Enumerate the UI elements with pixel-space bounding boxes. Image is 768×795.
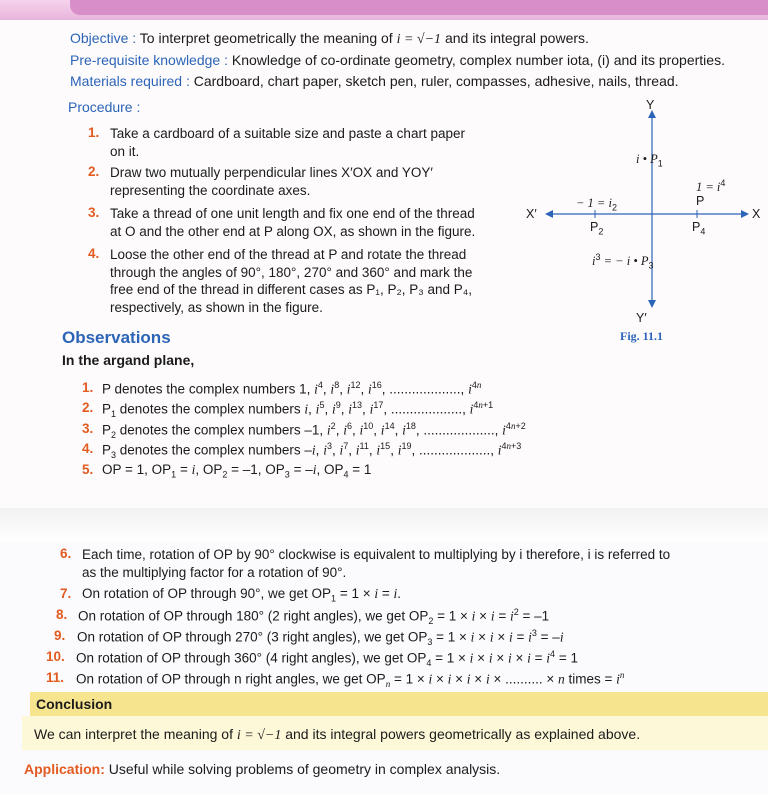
- p-top-text: 1 = i: [696, 180, 721, 195]
- label-x-prime: X′: [526, 207, 537, 221]
- step-text: [110, 205, 475, 240]
- step-line: free end of the thread in different cases as P₁, P₂, P₃ and P₄,: [110, 282, 473, 297]
- x-arrow-icon: [741, 210, 749, 218]
- objective-label: Objective :: [70, 30, 137, 46]
- label-y: Y: [646, 98, 655, 112]
- obs-line: Each time, rotation of OP by 90° clockwise is equivalent to multiplying by i therefore, i is referred to: [82, 547, 671, 562]
- obs-item: On rotation of OP through 180° (2 right angles), we get $OP_2 = 1 \times i \times i = i^2 = -1$: [78, 607, 550, 627]
- objective-line: [70, 30, 589, 48]
- p2-text: P: [590, 220, 599, 234]
- obs-number: 3.: [82, 421, 94, 436]
- obs-item: [82, 546, 670, 581]
- procedure-heading: Procedure :: [68, 99, 141, 115]
- p-top-sup: 4: [720, 178, 726, 188]
- obs-number: 6.: [60, 546, 72, 561]
- label-p3: [592, 252, 654, 271]
- label-p4: [692, 220, 705, 237]
- obs-item: $P_3$ denotes the complex numbers –i, $i^3$, $i^7$, $i^{11}$, $i^{15}$, $i^{19}$, ..................., $i^{4n+3}$: [102, 441, 522, 461]
- p3-sub: 3: [648, 260, 654, 271]
- label-p2-top: [576, 196, 617, 213]
- p2-top-sub: 2: [611, 202, 617, 213]
- step-line: Take a thread of one unit length and fix one end of the thread: [110, 206, 475, 221]
- x-prime-arrow-icon: [545, 210, 553, 218]
- conclusion-heading: Conclusion: [36, 696, 113, 712]
- p1-text: i • P: [636, 152, 658, 166]
- step-line: respectively, as shown in the figure.: [110, 299, 323, 315]
- obs-item: $P_1$ denotes the complex numbers i, $i^5$, $i^9$, $i^{13}$, $i^{17}$, ..................., $i^{4n+1}$: [102, 400, 494, 420]
- obs-number: 1.: [82, 380, 94, 395]
- label-p2: [590, 220, 603, 237]
- obs-line: as the multiplying factor for a rotation of 90°.: [82, 564, 347, 580]
- label-p1: [636, 152, 663, 169]
- objective-text-end: and its integral powers.: [444, 30, 589, 46]
- label-x: X: [752, 207, 761, 221]
- objective-text: To interpret geometrically the meaning of: [139, 30, 393, 46]
- application-line: [24, 761, 500, 777]
- obs-item: P denotes the complex numbers 1, $i^4$, $i^8$, $i^{12}$, $i^{16}$, ..................., $i^{4n}$: [102, 380, 482, 397]
- figure-caption: Fig. 11.1: [620, 329, 664, 343]
- conclusion-bar: [30, 692, 768, 716]
- step-line: representing the coordinate axes.: [110, 182, 311, 198]
- argand-subheading: In the argand plane,: [62, 352, 195, 368]
- obs-item: OP = 1, $OP_1 = i$, $OP_2 = -1$, $OP_3 = -i$, $OP_4 = 1$: [102, 462, 372, 480]
- application-text: Useful while solving problems of geometry in complex analysis.: [108, 761, 501, 777]
- conclusion-text: [34, 726, 640, 744]
- prereq-label: Pre-requisite knowledge :: [70, 52, 228, 68]
- argand-diagram: [525, 100, 768, 340]
- obs-item: On rotation of OP through 360° (4 right angles), we get $OP_4 = 1 \times i \times i \times i \times i = i^4 = 1$: [76, 649, 578, 669]
- obs-number: 11.: [46, 670, 65, 685]
- p3-text: i: [592, 254, 596, 269]
- obs-item: On rotation of OP through 90°, we get $OP_1 = 1 \times i = i$.: [82, 586, 402, 604]
- step-line: Loose the other end of the thread at P and rotate the thread: [110, 247, 467, 262]
- obs-number: 4.: [82, 441, 94, 456]
- conclusion-text-a: We can interpret the meaning of: [34, 726, 233, 742]
- application-label: Application:: [24, 761, 105, 777]
- page-gap: [0, 508, 768, 542]
- prereq-line: [70, 52, 725, 68]
- obs-number: 2.: [82, 400, 94, 415]
- p4-text: P: [692, 220, 701, 234]
- obs-number: 9.: [54, 628, 66, 643]
- step-line: on it.: [110, 143, 140, 159]
- obs-number: 10.: [46, 649, 65, 664]
- obs-number: 8.: [56, 607, 68, 622]
- conclusion-formula: i = √−1: [236, 728, 282, 743]
- step-number: 1.: [88, 125, 100, 140]
- step-line: Draw two mutually perpendicular lines X′OX and YOY′: [110, 165, 433, 180]
- p2-sub: 2: [598, 226, 604, 237]
- top-color-band: [0, 0, 768, 20]
- step-number: 2.: [88, 164, 100, 179]
- p3-sup: 3: [595, 252, 601, 262]
- obs-item: On rotation of OP through n right angles, we get $OP_n = 1 \times i \times i \times i \times i$ × .......... × n times = $i^n$: [76, 670, 625, 690]
- obs-item: $P_2$ denotes the complex numbers –1, $i^2$, $i^6$, $i^{10}$, $i^{14}$, $i^{18}$, ..................., $i^{4n+2}$: [102, 421, 526, 441]
- label-p-top: [696, 178, 725, 195]
- step-number: 4.: [88, 246, 100, 261]
- p1-sub: 1: [657, 158, 663, 169]
- obs-number: 7.: [60, 586, 72, 601]
- obs-item: On rotation of OP through 270° (3 right angles), we get $OP_3 = 1 \times i \times i \times i = i^3 = -i$: [77, 628, 564, 648]
- conclusion-text-b: and its integral powers geometrically as explained above.: [285, 726, 641, 742]
- p3-mid: = − i • P: [600, 254, 649, 269]
- obs-number: 5.: [82, 462, 94, 477]
- p4-sub: 4: [700, 226, 706, 237]
- prereq-text: Knowledge of co-ordinate geometry, complex number iota, (i) and its properties.: [231, 52, 725, 68]
- step-text: [110, 246, 472, 316]
- materials-label: Materials required :: [70, 73, 190, 89]
- label-y-prime: Y′: [636, 311, 647, 325]
- step-number: 3.: [88, 205, 100, 220]
- p2-top-text: − 1 = i: [576, 196, 612, 210]
- observations-heading: Observations: [62, 328, 171, 347]
- step-text: [110, 125, 465, 160]
- y-prime-arrow-icon: [648, 300, 656, 308]
- step-text: [110, 164, 433, 199]
- step-line: at O and the other end at P along OX, as shown in the figure.: [110, 223, 476, 239]
- step-line: Take a cardboard of a suitable size and paste a chart paper: [110, 126, 465, 141]
- step-line: through the angles of 90°, 180°, 270° and 360° and mark the: [110, 264, 473, 280]
- objective-formula: i = √−1: [396, 32, 442, 47]
- label-p: P: [696, 194, 705, 208]
- materials-text: Cardboard, chart paper, sketch pen, ruler, compasses, adhesive, nails, thread.: [193, 73, 679, 89]
- materials-line: [70, 73, 679, 89]
